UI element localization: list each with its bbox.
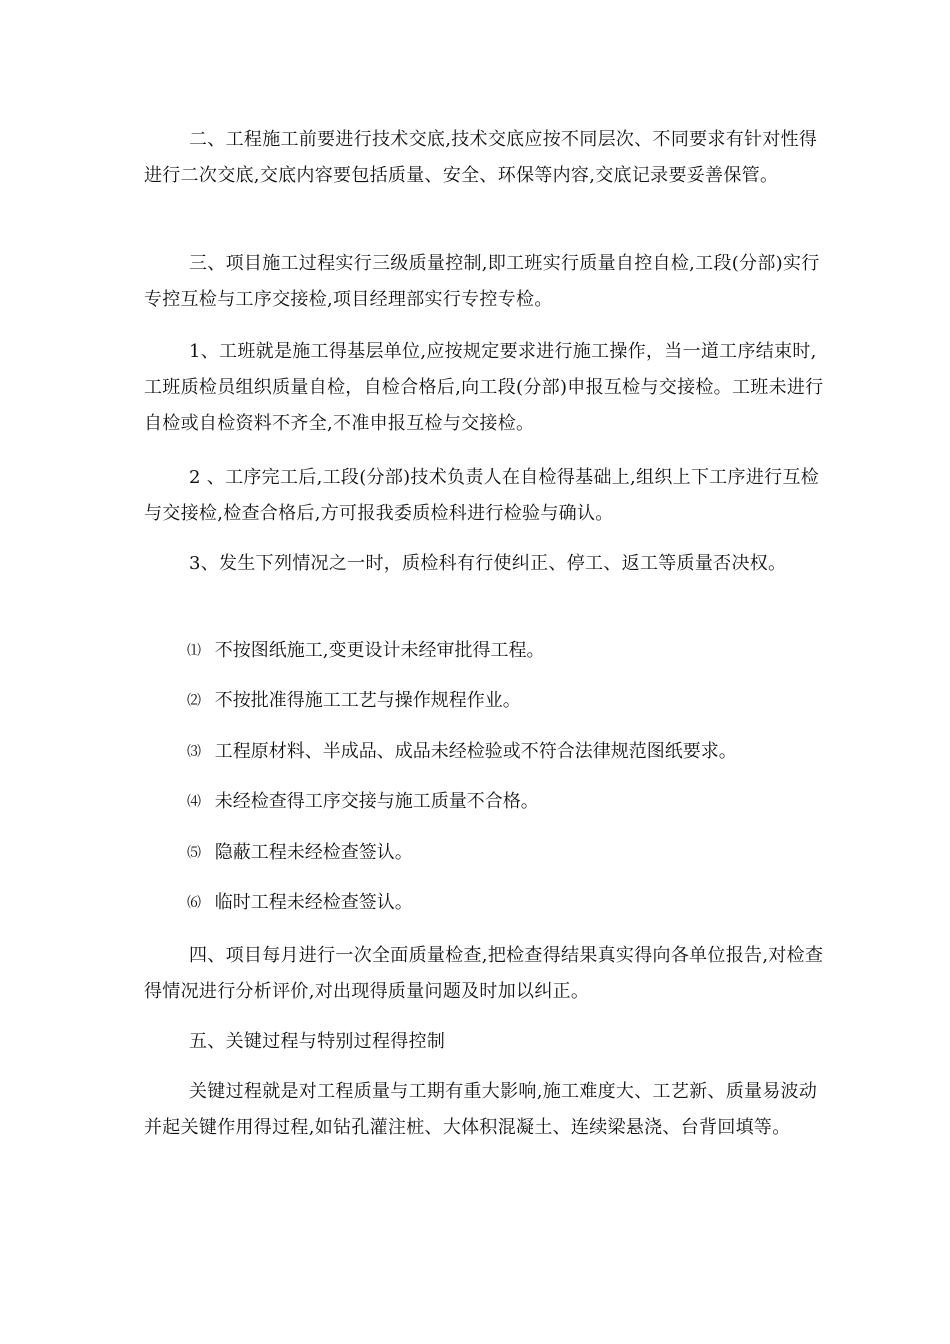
list-item-text: 临时工程未经检查签认。 <box>214 892 413 913</box>
list-item-text: 未经检查得工序交接与施工质量不合格。 <box>214 791 539 812</box>
list-item <box>187 787 827 817</box>
list-item-text: 不按图纸施工,变更设计未经审批得工程。 <box>214 640 545 661</box>
paragraph-three-level-control: 三、项目施工过程实行三级质量控制,即工班实行质量自控自检,工段(分部)实行专控互检与工序交接检,项目经理部实行专控专检。 <box>144 253 820 310</box>
list-item <box>187 737 827 767</box>
list-item-number: ⑵ <box>187 693 201 709</box>
list-item-number: ⑶ <box>187 744 201 760</box>
list-item <box>187 636 827 666</box>
list-item-number: ⑹ <box>187 895 201 911</box>
paragraph-technical-briefing: 二、工程施工前要进行技术交底,技术交底应按不同层次、不同要求有针对性得进行二次交底,交底内容要包括质量、安全、环保等内容,交底记录要妥善保管。 <box>144 129 818 186</box>
section-heading-key-process: 五、关键过程与特别过程得控制 <box>189 1031 446 1052</box>
list-item <box>187 838 827 868</box>
list-item <box>187 888 827 918</box>
list-item-text: 不按批准得施工工艺与操作规程作业。 <box>214 690 521 711</box>
list-item-number: ⑷ <box>187 794 201 810</box>
list-item <box>187 686 827 716</box>
paragraph-key-process-definition: 关键过程就是对工程质量与工期有重大影响,施工难度大、工艺新、质量易波动并起关键作用得过程,如钻孔灌注桩、大体积混凝土、连续梁悬浇、台背回填等。 <box>144 1081 818 1138</box>
list-item-number: ⑸ <box>187 845 201 861</box>
paragraph-veto-conditions: 3、发生下列情况之一时，质检科有行使纠正、停工、返工等质量否决权。 <box>189 553 787 574</box>
paragraph-crew-self-check: 1、工班就是施工得基层单位,应按规定要求进行施工操作，当一道工序结束时,工班质检员组织质量自检，自检合格后,向工段(分部)申报互检与交接检。工班未进行自检或自检资料不齐全,不准申报互检与交接检。 <box>144 341 824 434</box>
list-item-number: ⑴ <box>187 643 201 659</box>
paragraph-monthly-inspection: 四、项目每月进行一次全面质量检查,把检查得结果真实得向各单位报告,对检查得情况进行分析评价,对出现得质量问题及时加以纠正。 <box>144 945 824 1002</box>
list-item-text: 工程原材料、半成品、成品未经检验或不符合法律规范图纸要求。 <box>214 741 737 762</box>
list-item-text: 隐蔽工程未经检查签认。 <box>214 842 413 863</box>
paragraph-process-handover: 2 、工序完工后,工段(分部)技术负责人在自检得基础上,组织上下工序进行互检与交接检,检查合格后,方可报我委质检科进行检验与确认。 <box>144 467 820 524</box>
